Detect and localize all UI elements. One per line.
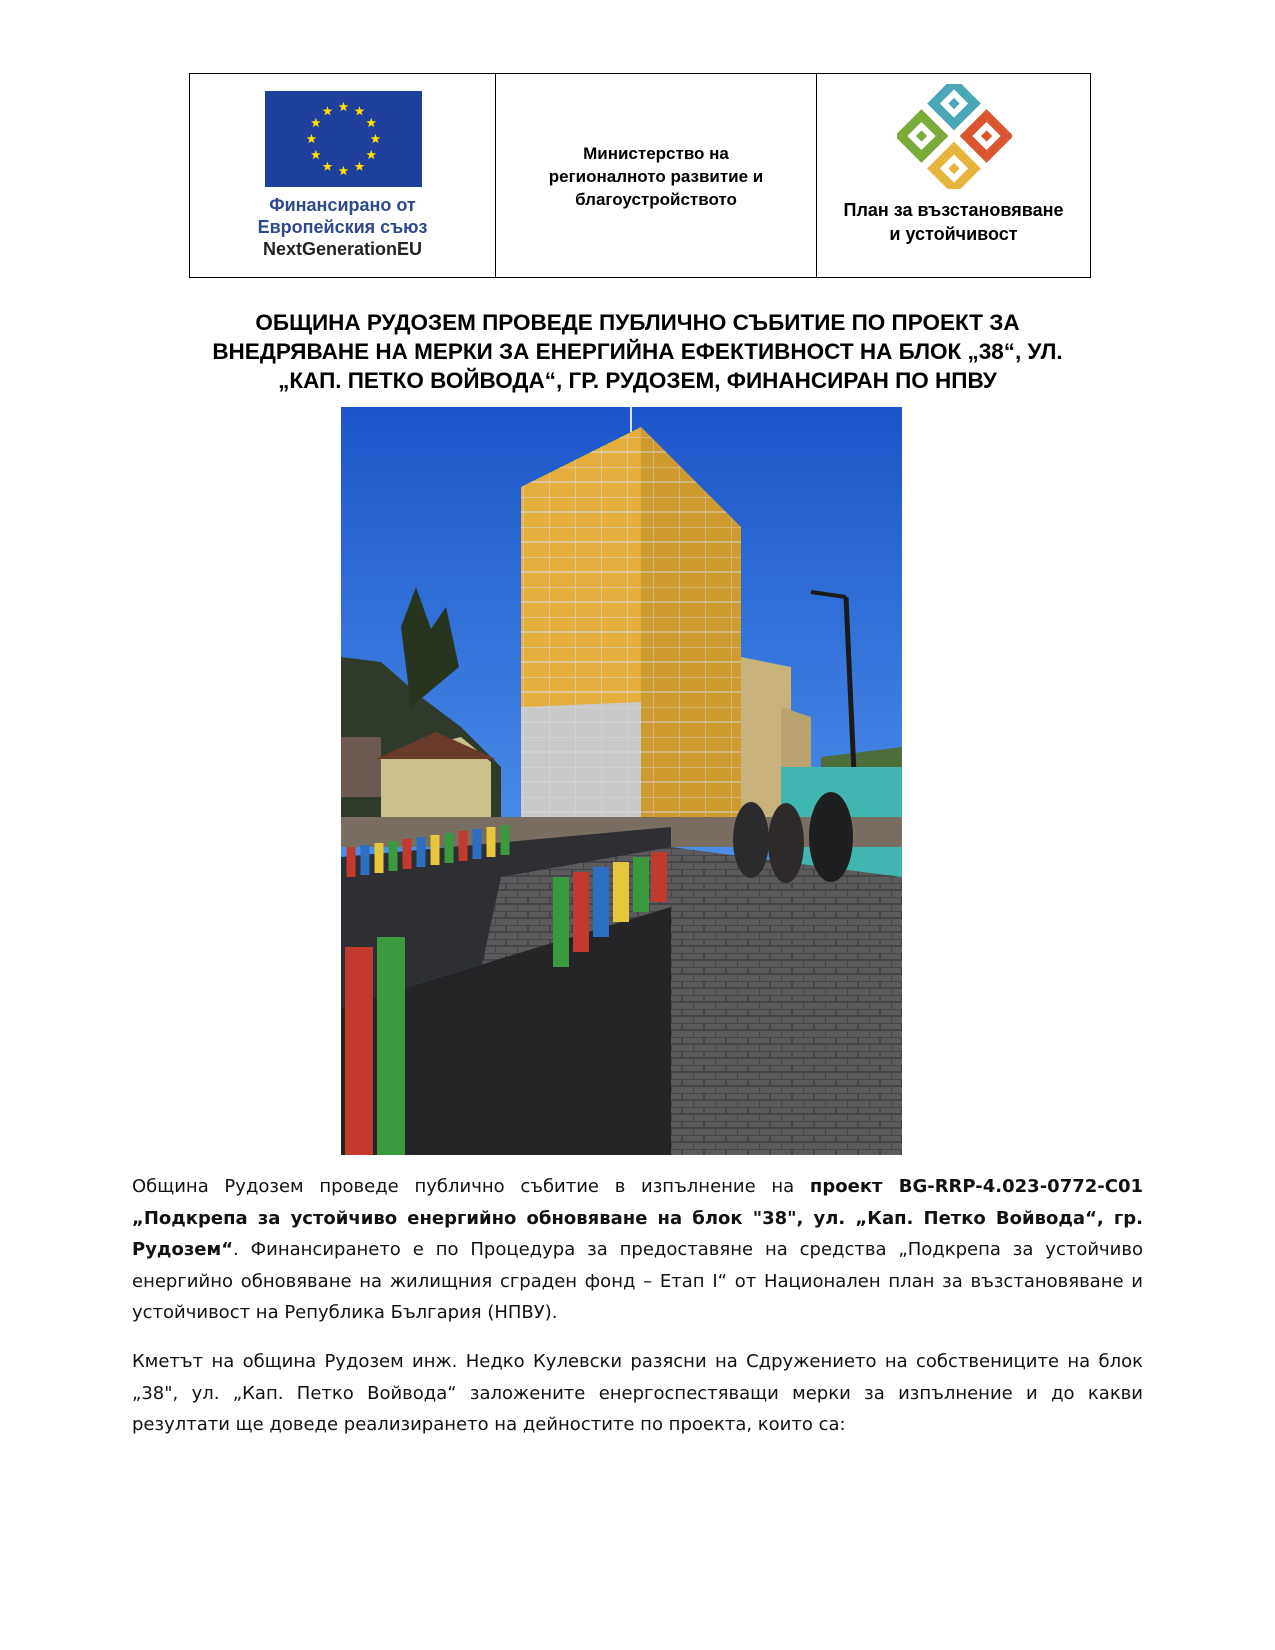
recovery-plan-logo-icon: [897, 84, 1012, 189]
ministry-line-3: благоустройството: [575, 190, 737, 209]
eu-cell: [190, 74, 496, 277]
plan-line-2: и устойчивост: [889, 224, 1018, 244]
ministry-line-2: регионалното развитие и: [548, 167, 764, 186]
eu-funding-text: [190, 194, 495, 260]
logo-header-table: [189, 73, 1091, 278]
title-line-3: „КАП. ПЕТКО ВОЙВОДА“, ГР. РУДОЗЕМ, ФИНАНСИРАН ПО НПВУ: [278, 368, 997, 393]
page-title: [120, 308, 1155, 395]
building-renovation-photo: [341, 407, 902, 1155]
ministry-cell: [496, 74, 817, 277]
recovery-plan-name: [822, 198, 1085, 246]
p1-intro: Община Рудозем проведе публично събитие в изпълнение на: [132, 1176, 810, 1197]
eu-line-3: NextGenerationEU: [262, 239, 423, 259]
body-paragraph-1: [132, 1171, 1143, 1329]
ministry-name: [506, 142, 806, 211]
p1-financing: . Финансирането е по Процедура за предоставяне на средства „Подкрепа за устойчиво енергийно обновяване на жилищния сграден фонд – Етап I“ от Национален план за възстановяване и устойчивост на Република България (НПВУ).: [132, 1239, 1143, 1323]
title-line-1: ОБЩИНА РУДОЗЕМ ПРОВЕДЕ ПУБЛИЧНО СЪБИТИЕ ПО ПРОЕКТ ЗА: [255, 310, 1020, 335]
eu-flag-icon: [265, 91, 422, 187]
p1-project-title: проект BG-RRP-4.023-0772-C01 „Подкрепа за устойчиво енергийно обновяване на блок "38", ул. „Кап. Петко Войвода“, гр. Рудозем“: [132, 1176, 1143, 1260]
eu-line-2: Европейския съюз: [257, 217, 428, 237]
plan-line-1: План за възстановяване: [843, 200, 1064, 220]
recovery-plan-cell: [817, 74, 1090, 277]
eu-line-1: Финансирано от: [269, 195, 416, 215]
ministry-line-1: Министерство на: [583, 144, 729, 163]
title-line-2: ВНЕДРЯВАНЕ НА МЕРКИ ЗА ЕНЕРГИЙНА ЕФЕКТИВНОСТ НА БЛОК „38“, УЛ.: [212, 339, 1063, 364]
body-paragraph-2: Кметът на община Рудозем инж. Недко Кулевски разясни на Сдружението на собствениците на блок „38", ул. „Кап. Петко Войвода“ заложените енергоспестяващи мерки за изпълнение и до какви резултати ще доведе реализирането на дейностите по проекта, които са:: [132, 1351, 1143, 1435]
